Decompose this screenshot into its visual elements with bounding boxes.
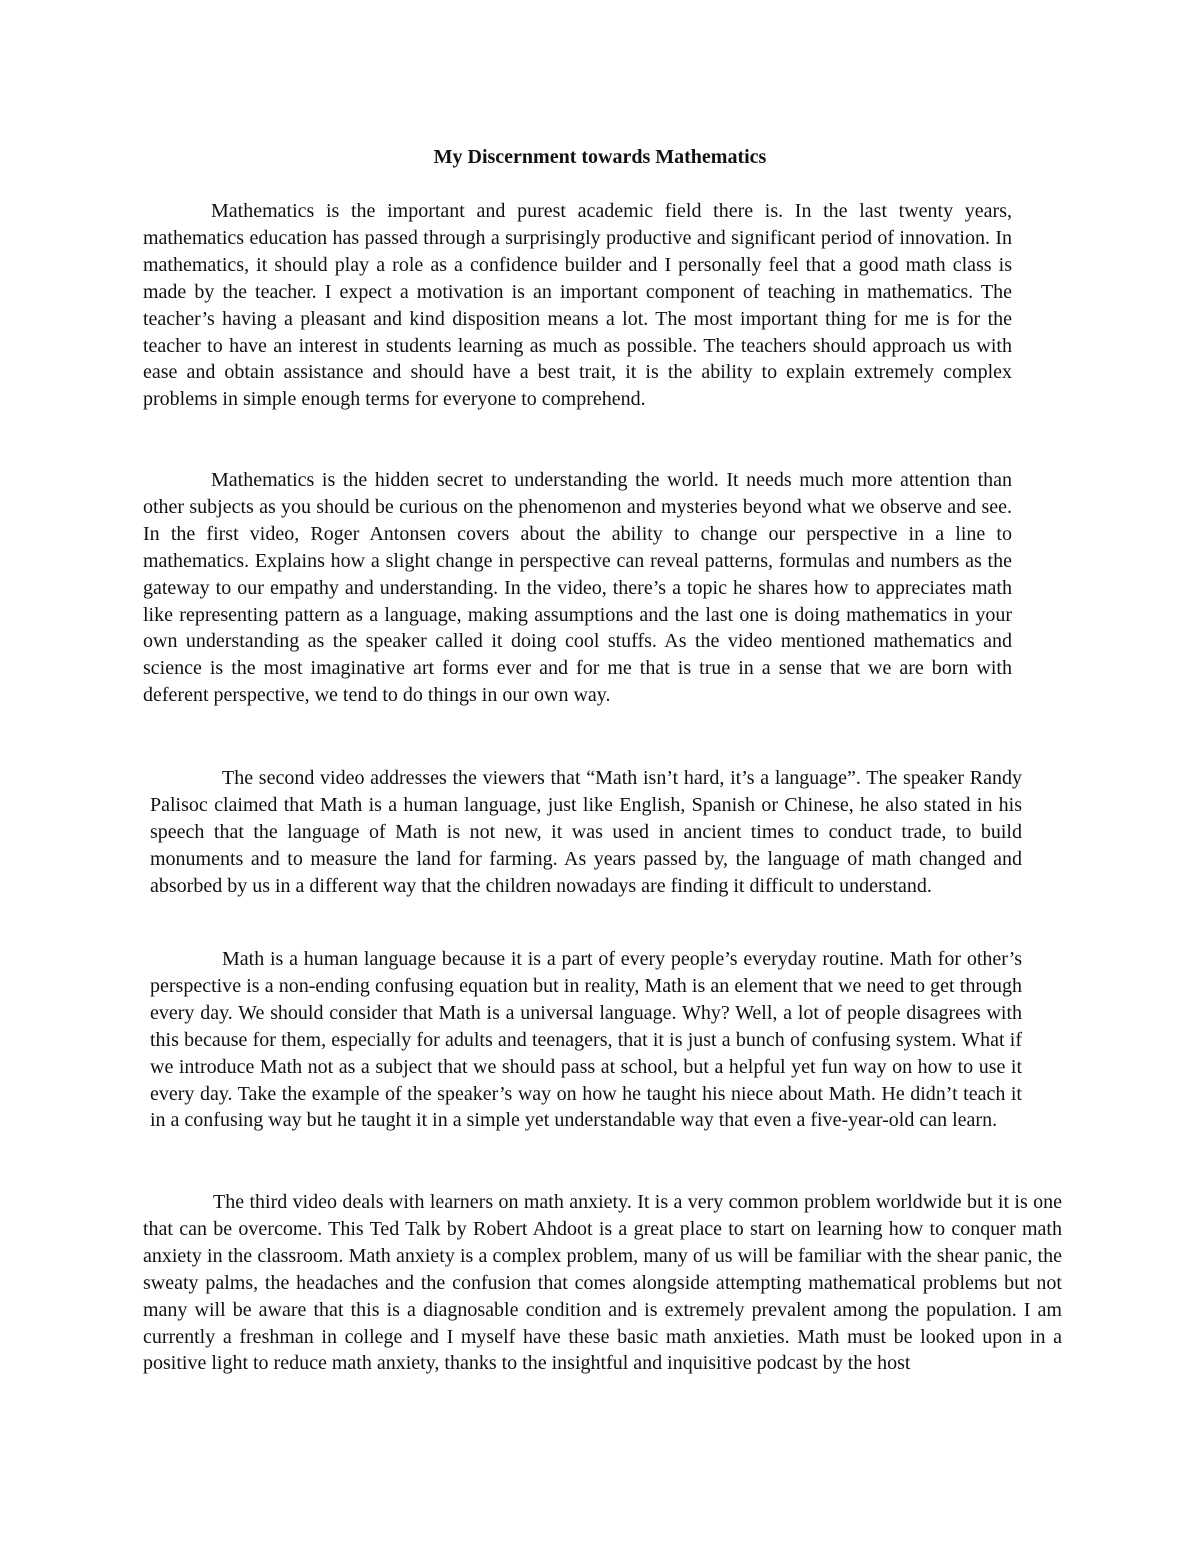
paragraph-2: Mathematics is the hidden secret to understanding the world. It needs much more attention than other subjects as you should be curious on the phenomenon and mysteries beyond what we observe and see. In the first video, Roger Antonsen covers about the ability to change our perspective in a line to mathematics. Explains how a slight change in perspective can reveal patterns, formulas and numbers as the gateway to our empathy and understanding. In the video, there’s a topic he shares how to appreciates math like representing pattern as a language, making assumptions and the last one is doing mathematics in your own understanding as the speaker called it doing cool stuffs. As the video mentioned mathematics and science is the most imaginative art forms ever and for me that is true in a sense that we are born with deferent perspective, we tend to do things in our own way.	[143, 469, 1012, 707]
paragraph-5: The third video deals with learners on math anxiety. It is a very common problem worldwide but it is one that can be overcome. This Ted Talk by Robert Ahdoot is a great place to start on learning how to conquer math anxiety in the classroom. Math anxiety is a complex problem, many of us will be familiar with the shear panic, the sweaty palms, the headaches and the confusion that comes alongside attempting mathematical problems but not many will be aware that this is a diagnosable condition and is extremely prevalent among the population. I am currently a freshman in college and I myself have these basic math anxieties. Math must be looked upon in a positive light to reduce math anxiety, thanks to the insightful and inquisitive podcast by the host	[143, 1191, 1062, 1375]
paragraph-3: The second video addresses the viewers that “Math isn’t hard, it’s a language”. The speaker Randy Palisoc claimed that Math is a human language, just like English, Spanish or Chinese, he also stated in his speech that the language of Math is not new, it was used in ancient times to conduct trade, to build monuments and to measure the land for farming. As years passed by, the language of math changed and absorbed by us in a different way that the children nowadays are finding it difficult to understand.	[150, 767, 1022, 897]
paragraph-1: Mathematics is the important and purest academic field there is. In the last twenty years, mathematics education has passed through a surprisingly productive and significant period of innovation. In mathematics, it should play a role as a confidence builder and I personally feel that a good math class is made by the teacher. I expect a motivation is an important component of teaching in mathematics. The teacher’s having a pleasant and kind disposition means a lot. The most important thing for me is for the teacher to have an interest in students learning as much as possible. The teachers should approach us with ease and obtain assistance and should have a best trait, it is the ability to explain extremely complex problems in simple enough terms for everyone to comprehend.	[143, 200, 1012, 411]
paragraph-4: Math is a human language because it is a part of every people’s everyday routine. Math for other’s perspective is a non-ending confusing equation but in reality, Math is an element that we need to get through every day. We should consider that Math is a universal language. Why? Well, a lot of people disagrees with this because for them, especially for adults and teenagers, that it is just a bunch of confusing system. What if we introduce Math not as a subject that we should pass at school, but a helpful yet fun way on how to use it every day. Take the example of the speaker’s way on how he taught his niece about Math. He didn’t teach it in a confusing way but he taught it in a simple yet understandable way that even a five-year-old can learn.	[150, 948, 1022, 1132]
page-title: My Discernment towards Mathematics	[433, 146, 767, 168]
